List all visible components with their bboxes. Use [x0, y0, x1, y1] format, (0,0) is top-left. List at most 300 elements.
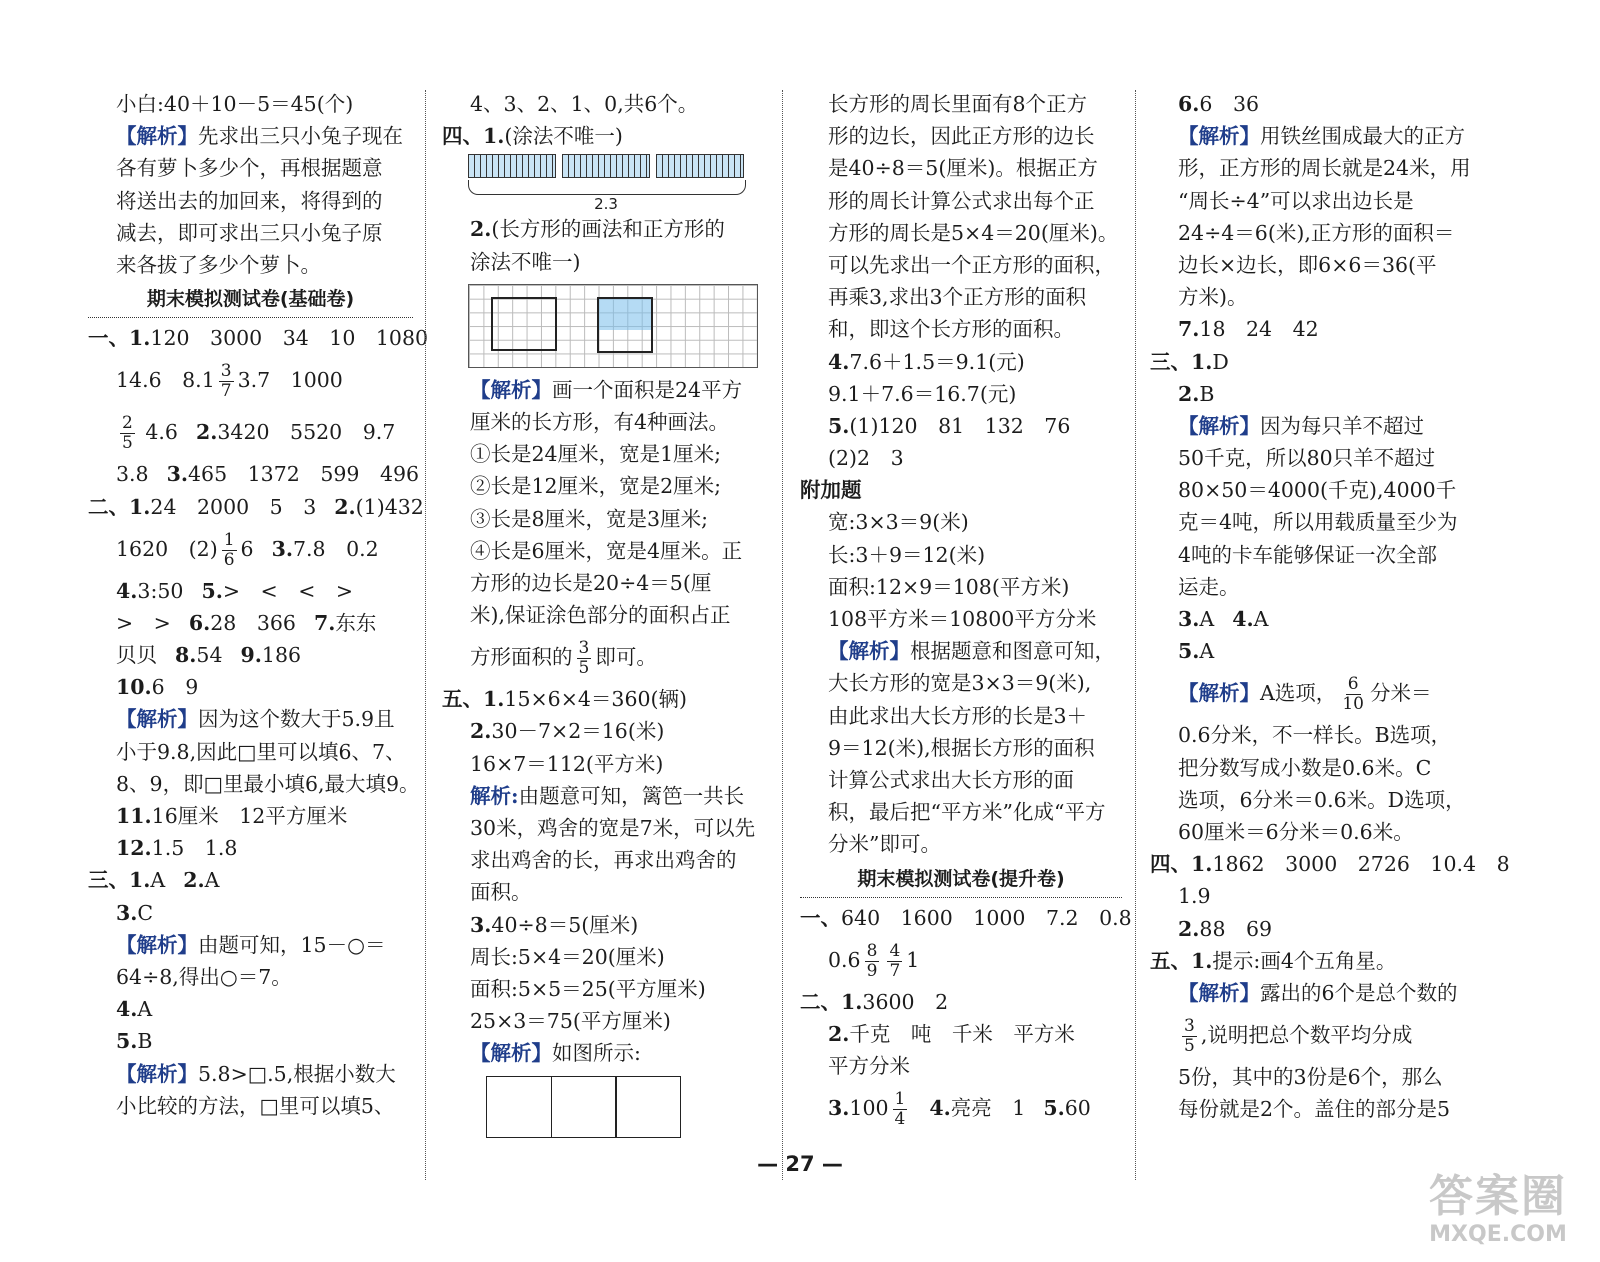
text-line: 16×7＝112(平方米) [470, 751, 664, 776]
answer-line [1150, 945, 1482, 977]
text-line: 8、9，即□里最小填6,最大填9。 [116, 771, 420, 796]
answer-line [88, 458, 420, 490]
answer-text: 3600 2 [862, 989, 949, 1014]
analysis-line [88, 929, 413, 961]
shaded-area [599, 299, 651, 330]
part-label: 四、 [1150, 852, 1191, 877]
answer-text: 3.8 [116, 462, 149, 487]
answer-text: 30－7×2＝16(米) [491, 719, 665, 744]
watermark-logo-text: 答案圈 [1429, 1171, 1567, 1222]
answer-line [1150, 313, 1482, 345]
analysis-line [1150, 977, 1482, 1009]
analysis-tag: 【解析】 [116, 707, 198, 732]
q-number: 3. [1178, 607, 1200, 631]
part-label: 五、 [442, 687, 483, 712]
text-line: 将送出去的加回来，将得到的 [116, 188, 383, 213]
answer-line [800, 986, 1122, 1018]
text-line: 再乘3,求出3个正方形的面积 [828, 285, 1087, 310]
q-number: 9. [240, 643, 262, 668]
text-line: 计算公式求出大长方形的面 [828, 767, 1074, 792]
part-label: 二、 [800, 989, 841, 1014]
q-number: 3. [470, 912, 492, 937]
answer-column-2 [442, 88, 772, 1180]
answer-text: 6 9 [151, 675, 199, 700]
numerator: 1 [223, 529, 235, 550]
column-divider [425, 90, 426, 1180]
q-number: 10. [116, 675, 152, 700]
answer-line [88, 639, 413, 671]
analysis-tag: 【解析】 [828, 639, 910, 664]
answer-text: A [1253, 607, 1269, 631]
text-line: “周长÷4”可以求出边长是 [1178, 188, 1414, 213]
analysis-tag: 【解析】 [116, 1061, 198, 1086]
answer-line [88, 864, 413, 896]
answer-text: 1620 (2) [116, 536, 218, 561]
text-line: 分米”即可。 [828, 832, 941, 857]
answer-text: B [137, 1029, 153, 1054]
answer-line [442, 715, 772, 747]
answer-text: 465 1372 599 496 [188, 462, 420, 487]
text-line: 4吨的卡车能够保证一次全部 [1178, 542, 1438, 567]
text-line: 各有萝卜多少个，再根据题意 [116, 156, 383, 181]
answer-text: 16厘米 12平方厘米 [151, 804, 348, 828]
shaded-bar [562, 154, 650, 178]
answer-text: 186 [261, 643, 302, 668]
text-line: 50千克，所以80只羊不超过 [1178, 446, 1436, 471]
numerator: 1 [894, 1089, 906, 1110]
analysis-line [442, 780, 772, 812]
answer-text: 24 2000 5 3 [150, 494, 317, 519]
fraction [1182, 1018, 1197, 1055]
page-number: — 27 — [757, 1152, 843, 1176]
fraction [893, 1091, 908, 1128]
answer-column-4 [1150, 88, 1510, 1180]
answer-text: 3.7 1000 [237, 368, 343, 393]
text-line: 由此求出大长方形的长是3＋ [828, 703, 1088, 728]
text-line: 厘米的长方形，有4种画法。 [470, 409, 730, 434]
text-line: 露出的6个是总个数的 [1260, 980, 1458, 1005]
text-line: 小于9.8,因此□里可以填6、7、 [116, 739, 406, 764]
fraction [120, 415, 135, 452]
analysis-tag: 【解析】 [1178, 681, 1260, 706]
q-number: 11. [116, 804, 152, 828]
answer-line [88, 1025, 413, 1057]
analysis-line [88, 1058, 413, 1090]
q-number: 2. [470, 719, 492, 744]
answer-text: 54 [196, 643, 223, 668]
answer-line [88, 354, 413, 406]
q-number: 1. [483, 687, 505, 712]
analysis-line [1150, 410, 1482, 442]
text-line: 根据题意和图意可知， [910, 639, 1115, 664]
answer-text: 东东 [335, 610, 377, 635]
fraction [887, 940, 902, 981]
q-number: 4. [828, 349, 850, 374]
part-label: 三、 [1150, 349, 1191, 374]
text-line: 把分数写成小数是0.6米。C [1178, 755, 1432, 780]
numerator: 2 [122, 413, 133, 434]
square-cell [615, 1076, 681, 1138]
text-line: 64÷8,得出○＝7。 [116, 964, 292, 989]
answer-line [1150, 88, 1482, 120]
square-cell [551, 1076, 617, 1138]
three-squares-figure [486, 1076, 772, 1138]
text-line: 由题意可知，篱笆一共长 [518, 783, 745, 808]
text-line: 和，即这个长方形的面积。 [828, 317, 1074, 342]
q-number: 1. [129, 326, 151, 351]
q-number: 1. [1191, 948, 1213, 973]
q-number: 1. [129, 494, 151, 519]
text-line: 方形面积的 [470, 645, 573, 670]
text-line: 用铁丝围成最大的正方 [1260, 124, 1465, 149]
analysis-line [442, 1037, 772, 1069]
text-line: 1.9 [1178, 884, 1211, 909]
column-divider [782, 90, 783, 1180]
q-number: 7. [313, 610, 336, 635]
analysis-tag: 解析: [470, 783, 519, 808]
text-line: 求出鸡舍的长，再求出鸡舍的 [470, 848, 737, 873]
answer-text: A [1199, 607, 1215, 631]
answer-text: D [1212, 349, 1229, 374]
section-title-basic: 期末模拟测试卷(基础卷) [88, 283, 413, 318]
q-number: 3. [166, 462, 189, 487]
q-number: 4. [1232, 607, 1254, 631]
answer-line [88, 993, 413, 1025]
part-label: 五、 [1150, 948, 1191, 973]
answer-text: 3:50 [137, 578, 184, 603]
text-line: (2)2 3 [828, 446, 904, 471]
shaded-bars [468, 154, 772, 180]
analysis-line [1150, 667, 1482, 719]
answer-line [442, 120, 772, 152]
text-line: 小比较的方法，□里可以填5、 [116, 1093, 395, 1118]
answer-text: A [204, 868, 220, 893]
numerator: 3 [578, 638, 590, 659]
q-number: 1. [1191, 852, 1213, 877]
denominator: 5 [122, 433, 133, 454]
q-number: 5. [1178, 639, 1200, 664]
denominator: 10 [1342, 694, 1364, 715]
answer-column-1 [88, 88, 429, 1180]
watermark-logo [1428, 1172, 1568, 1248]
part-label: 一、 [800, 905, 841, 930]
text-line: 减去，即可求出三只小兔子原 [116, 220, 383, 245]
text-line: 先求出三只小兔子现在 [198, 124, 403, 149]
numerator: 4 [889, 940, 901, 961]
answer-text: A [1199, 639, 1215, 664]
shaded-bar [468, 154, 556, 178]
text-line: 如图所示: [552, 1041, 641, 1066]
answer-line [442, 631, 772, 683]
text-line: A选项， [1260, 681, 1337, 706]
fraction [865, 940, 880, 981]
text-line: 大长方形的宽是3×3＝9(米), [828, 671, 1092, 696]
analysis-tag: 【解析】 [116, 124, 198, 149]
fraction [222, 529, 237, 570]
analysis-line [88, 120, 413, 152]
denominator: 4 [894, 1109, 906, 1130]
text-line: ①长是24厘米，宽是1厘米; [470, 442, 722, 467]
analysis-tag: 【解析】 [470, 377, 552, 402]
answer-line [1150, 603, 1482, 635]
answer-text: 7.6＋1.5＝9.1(元) [849, 349, 1025, 374]
text-line: ②长是12厘米，宽是2厘米; [470, 474, 722, 499]
text-line: 画一个面积是24平方 [552, 377, 743, 402]
grid-figure [468, 284, 758, 368]
analysis-tag: 【解析】 [116, 932, 198, 957]
q-number: 5. [1043, 1096, 1065, 1121]
text-line: 108平方米＝10800平方分米 [828, 607, 1097, 631]
text-line: 选项，6分米＝0.6米。D选项， [1178, 787, 1466, 812]
q-number: 2. [1178, 916, 1200, 941]
numerator: 3 [1184, 1016, 1195, 1037]
answer-line [88, 897, 413, 929]
denominator: 5 [1184, 1036, 1195, 1057]
answer-text: > > [116, 610, 171, 635]
denominator: 6 [223, 549, 235, 570]
text-line: 形的周长计算公式求出每个正 [828, 188, 1095, 213]
text-line: ,说明把总个数平均分成 [1200, 1023, 1413, 1048]
answer-text: (1)432 [355, 494, 424, 519]
analysis-tag: 【解析】 [470, 1041, 552, 1066]
analysis-line [1150, 120, 1482, 152]
answer-text: 3420 5520 9.7 [217, 420, 396, 445]
q-number: 2. [334, 494, 356, 519]
denominator: 7 [220, 381, 232, 402]
part-label: 一、 [88, 326, 129, 351]
denominator: 9 [866, 960, 878, 981]
fraction [219, 363, 234, 400]
numerator: 6 [1347, 674, 1359, 695]
text-line: 4、3、2、1、0,共6个。 [470, 92, 699, 116]
answer-line [1150, 913, 1482, 945]
text-line: 5份，其中的3份是6个，那么 [1178, 1065, 1443, 1090]
text-line: 可以先求出一个正方形的面积， [828, 252, 1115, 277]
text-line: 9＝12(米),根据长方形的面积 [828, 735, 1095, 760]
text-line: 9.1＋7.6＝16.7(元) [828, 381, 1017, 406]
analysis-line [88, 703, 413, 735]
answer-line [88, 607, 413, 639]
watermark-url: MXQE.COM [1429, 1222, 1567, 1247]
answer-line [800, 410, 1122, 442]
answer-line [442, 683, 772, 715]
answer-text: 14.6 8.1 [116, 368, 215, 393]
text-line: 即可。 [595, 645, 657, 670]
text-line: 米),保证涂色部分的面积占正 [470, 603, 731, 628]
answer-text: (长方形的画法和正方形的 [491, 217, 725, 242]
answer-text: 亮亮 1 [950, 1096, 1026, 1121]
answer-text: 提示:画4个五角星。 [1212, 948, 1397, 973]
text-line: 运走。 [1178, 574, 1240, 599]
answer-text: 6 36 [1199, 92, 1260, 116]
q-number: 7. [1178, 317, 1200, 342]
fraction [577, 640, 592, 677]
answer-text: A [137, 997, 153, 1022]
answer-text: 120 3000 34 10 1080 [150, 326, 429, 351]
answer-text: C [137, 900, 154, 925]
bonus-heading: 附加题 [800, 478, 862, 503]
q-number: 2. [1178, 381, 1200, 406]
answer-text: 640 1600 1000 7.2 0.8 [841, 905, 1132, 930]
answer-text: 4.6 [145, 420, 178, 445]
answer-text: 6 [240, 536, 254, 561]
q-number: 5. [828, 413, 850, 438]
q-number: 5. [116, 1029, 138, 1054]
answer-line [800, 346, 1122, 378]
answer-line [88, 575, 413, 607]
text-line: 5.8>□.5,根据小数大 [198, 1061, 396, 1086]
brace-label: 2.3 [594, 195, 618, 214]
q-number: 4. [116, 997, 138, 1022]
denominator: 5 [578, 658, 590, 679]
answer-line [800, 934, 1122, 986]
answer-text: A [150, 868, 166, 893]
answer-text: 7.8 0.2 [293, 536, 379, 561]
text-line: 因为这个数大于5.9且 [198, 707, 395, 732]
answer-text: 1862 3000 2726 10.4 8 [1212, 852, 1510, 877]
text-line: 24÷4＝6(米),正方形的面积＝ [1178, 220, 1455, 245]
analysis-tag: 【解析】 [1178, 413, 1260, 438]
analysis-line [442, 374, 772, 406]
denominator: 7 [889, 960, 901, 981]
analysis-line [800, 635, 1122, 667]
text-line: 60厘米＝6分米＝0.6米。 [1178, 819, 1414, 844]
answer-text: 1 [906, 947, 920, 972]
square-drawing [597, 297, 653, 353]
answer-line [88, 671, 413, 703]
text-line: 30米，鸡舍的宽是7米，可以先 [470, 816, 756, 840]
square-cell [486, 1076, 552, 1138]
text-line: ④长是6厘米，宽是4厘米。正 [470, 538, 743, 563]
text-line: 方米)。 [1178, 285, 1248, 310]
answer-text: (涂法不唯一) [504, 124, 623, 149]
shaded-bar [656, 154, 744, 178]
answer-line [442, 909, 772, 941]
text-line: 平方分米 [828, 1054, 910, 1079]
q-number: 1. [129, 868, 151, 893]
text-line: 边长×边长，即6×6＝36(平 [1178, 252, 1437, 277]
brace [468, 180, 746, 195]
text-line: 分米＝ [1369, 681, 1432, 706]
answer-text: > < < > [222, 578, 354, 603]
answer-text: B [1199, 381, 1215, 406]
q-number: 3. [271, 536, 293, 561]
answer-line [1150, 635, 1482, 667]
text-line: 形，正方形的周长就是24米，用 [1178, 156, 1471, 181]
text-line: 方形的周长是5×4＝20(厘米)。 [828, 220, 1119, 245]
answer-line [800, 902, 1132, 934]
text-line: 长:3＋9＝12(米) [828, 542, 986, 567]
q-number: 4. [116, 578, 138, 603]
answer-text: 100 [849, 1096, 889, 1121]
answer-text: 15×6×4＝360(辆) [504, 687, 688, 712]
numerator: 3 [220, 361, 232, 382]
q-number: 6. [188, 610, 211, 635]
text-line: 小白:40＋10－5＝45(个) [116, 92, 354, 116]
q-number: 2. [195, 420, 218, 445]
answer-line [800, 1082, 1122, 1134]
q-number: 3. [116, 900, 138, 925]
text-line: 涂法不唯一) [470, 249, 581, 274]
answer-line [88, 832, 413, 864]
answer-line [1150, 848, 1510, 880]
text-line: 是40÷8＝5(厘米)。根据正方 [828, 156, 1098, 181]
answer-text: 28 366 [210, 610, 296, 635]
text-line: 方形的边长是20÷4＝5(厘 [470, 570, 712, 595]
answer-text: 60 [1064, 1096, 1091, 1121]
answer-text: 1.5 1.8 [151, 836, 238, 861]
text-line: 克＝4吨，所以用载质量至少为 [1178, 510, 1458, 535]
answer-text: (1)120 81 132 76 [849, 413, 1071, 438]
analysis-tag: 【解析】 [1178, 980, 1260, 1005]
numerator: 8 [866, 940, 878, 961]
answer-text: 0.6 [828, 947, 861, 972]
section-title-advanced: 期末模拟测试卷(提升卷) [800, 863, 1122, 898]
answer-line [88, 800, 413, 832]
text-line: 长方形的周长里面有8个正方 [828, 92, 1088, 116]
q-number: 2. [183, 868, 205, 893]
text-line: 由题可知，15－○＝ [198, 932, 386, 957]
text-line: 积，最后把“平方米”化成“平方 [828, 800, 1106, 825]
answer-line [1150, 378, 1482, 410]
answer-line [1150, 1009, 1482, 1061]
answer-line [88, 491, 424, 523]
bar-figure [442, 154, 772, 213]
text-line: 周长:5×4＝20(厘米) [470, 944, 665, 969]
answer-line [442, 213, 772, 245]
text-line: ③长是8厘米，宽是3厘米; [470, 506, 708, 531]
part-label: 四、 [442, 124, 483, 149]
answer-line [88, 523, 413, 575]
text-line: 80×50＝4000(千克),4000千 [1178, 478, 1457, 503]
answer-text: 贝贝 [116, 643, 157, 668]
q-number: 1. [841, 989, 863, 1014]
q-number: 8. [175, 643, 197, 668]
q-number: 1. [483, 124, 505, 149]
text-line: 面积:5×5＝25(平方厘米) [470, 976, 706, 1001]
answer-line [800, 1018, 1122, 1050]
answer-column-3 [800, 88, 1132, 1180]
analysis-tag: 【解析】 [1178, 124, 1260, 149]
q-number: 3. [828, 1096, 850, 1121]
q-number: 5. [201, 578, 223, 603]
q-number: 6. [1178, 92, 1200, 116]
q-number: 2. [470, 217, 492, 242]
part-label: 三、 [88, 868, 129, 893]
q-number: 12. [116, 836, 152, 861]
q-number: 1. [1191, 349, 1213, 374]
text-line: 面积。 [470, 880, 532, 905]
answer-line [88, 322, 429, 354]
answer-line [1150, 346, 1482, 378]
text-line: 来各拔了多少个萝卜。 [116, 252, 321, 277]
q-number: 2. [828, 1021, 850, 1046]
answer-line [88, 406, 413, 458]
part-label: 二、 [88, 494, 129, 519]
text-line: 因为每只羊不超过 [1260, 413, 1424, 438]
answer-text: 40÷8＝5(厘米) [491, 912, 639, 937]
answer-text: 千克 吨 千米 平方米 [849, 1021, 1075, 1046]
column-divider [1135, 90, 1136, 1180]
text-line: 25×3＝75(平方厘米) [470, 1009, 671, 1034]
rectangle-drawing [491, 297, 557, 351]
text-line: 每份就是2个。盖住的部分是5 [1178, 1097, 1451, 1122]
fraction [1340, 676, 1366, 713]
text-line: 宽:3×3＝9(米) [828, 510, 969, 535]
answer-text: 88 69 [1199, 916, 1273, 941]
answer-text: 18 24 42 [1199, 317, 1319, 342]
text-line: 0.6分米，不一样长。B选项， [1178, 723, 1452, 748]
